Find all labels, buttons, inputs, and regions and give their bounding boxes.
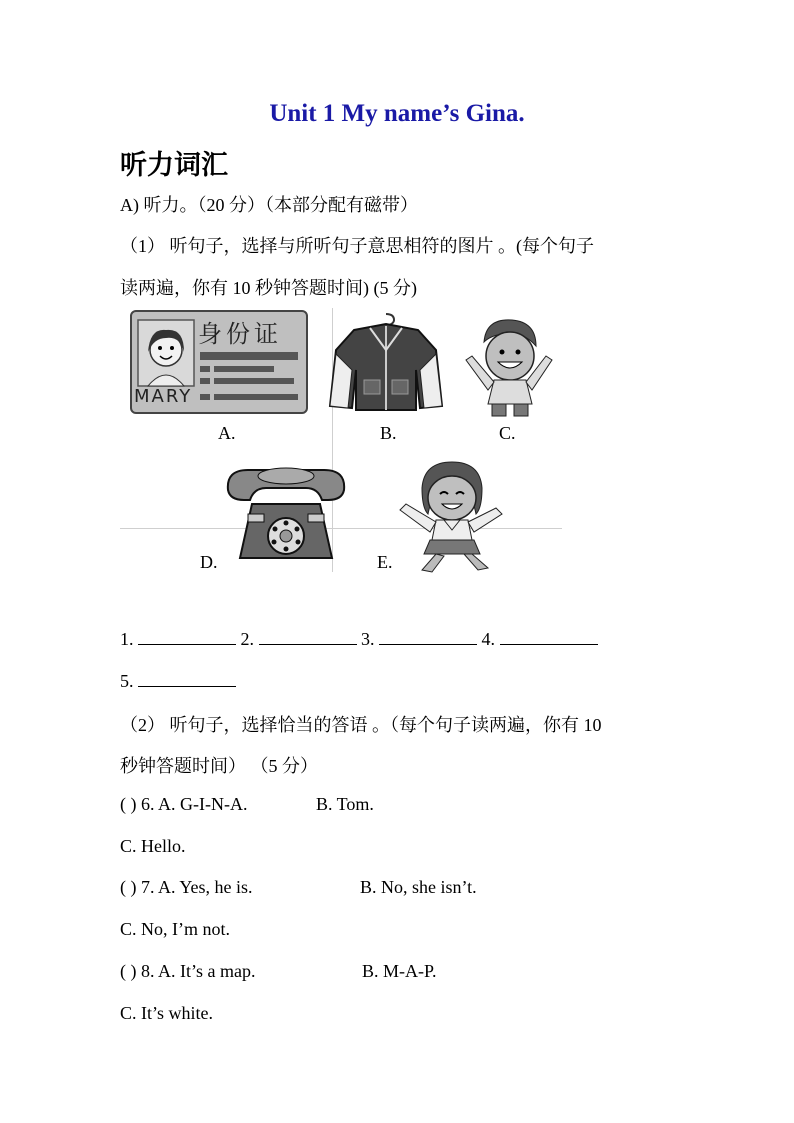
girl-icon [396,458,508,574]
id-card-picture [130,310,308,414]
question-7-option-a: A. Yes, he is. [158,877,253,897]
part-a-heading: A) 听力。（20 分）（本部分配有磁带） [120,195,418,215]
blank-number-1: 1. [120,629,134,649]
picture-label-d: D. [200,552,218,572]
question-8-prefix: ( ) 8. [120,961,155,981]
answer-blank-2[interactable] [259,628,357,645]
telephone-icon [222,460,350,566]
id-card-name: MARY [134,386,193,407]
answer-blanks-row2 [120,670,236,692]
answer-blanks-row1 [120,628,598,650]
telephone-picture [222,460,350,566]
q2-instruction-line2: 秒钟答题时间） （5 分） [120,756,318,776]
jacket-icon [324,310,448,414]
question-7 [120,877,477,898]
question-7-option-c: C. No, I’m not. [120,919,230,939]
jacket-picture [324,310,448,414]
answer-blank-4[interactable] [500,628,598,645]
answer-blank-1[interactable] [138,628,236,645]
question-6-option-c: C. Hello. [120,836,186,856]
picture-label-b: B. [380,423,397,443]
question-7-option-b: B. No, she isn’t. [360,877,477,897]
boy-picture [462,316,558,418]
q2-instruction-line1: （2） 听句子，选择恰当的答语 。（每个句子读两遍，你有 10 [120,715,602,735]
question-8-option-c: C. It’s white. [120,1003,213,1023]
picture-label-a: A. [218,423,236,443]
question-7-prefix: ( ) 7. [120,877,155,897]
id-card-title: 身份证 [198,320,282,348]
picture-label-e: E. [377,552,393,572]
question-6-prefix: ( ) 6. [120,794,155,814]
page-title: Unit 1 My name’s Gina. [269,100,525,127]
question-8-option-b: B. M-A-P. [362,961,437,981]
blank-number-4: 4. [481,629,495,649]
question-8 [120,961,437,982]
question-6-option-b: B. Tom. [316,794,374,814]
question-6-option-a: A. G-I-N-A. [158,794,248,814]
section-heading: 听力词汇 [120,150,228,180]
answer-blank-3[interactable] [379,628,477,645]
boy-icon [462,316,558,418]
girl-picture [396,458,508,574]
blank-number-2: 2. [240,629,254,649]
picture-label-c: C. [499,423,516,443]
question-6 [120,794,374,815]
blank-number-3: 3. [361,629,375,649]
question-8-option-a: A. It’s a map. [158,961,256,981]
answer-blank-5[interactable] [138,670,236,687]
q1-instruction-line2: 读两遍，你有 10 秒钟答题时间) (5 分) [120,278,417,298]
q1-instruction-line1: （1） 听句子，选择与所听句子意思相符的图片 。(每个句子 [120,236,594,256]
blank-number-5: 5. [120,671,134,691]
